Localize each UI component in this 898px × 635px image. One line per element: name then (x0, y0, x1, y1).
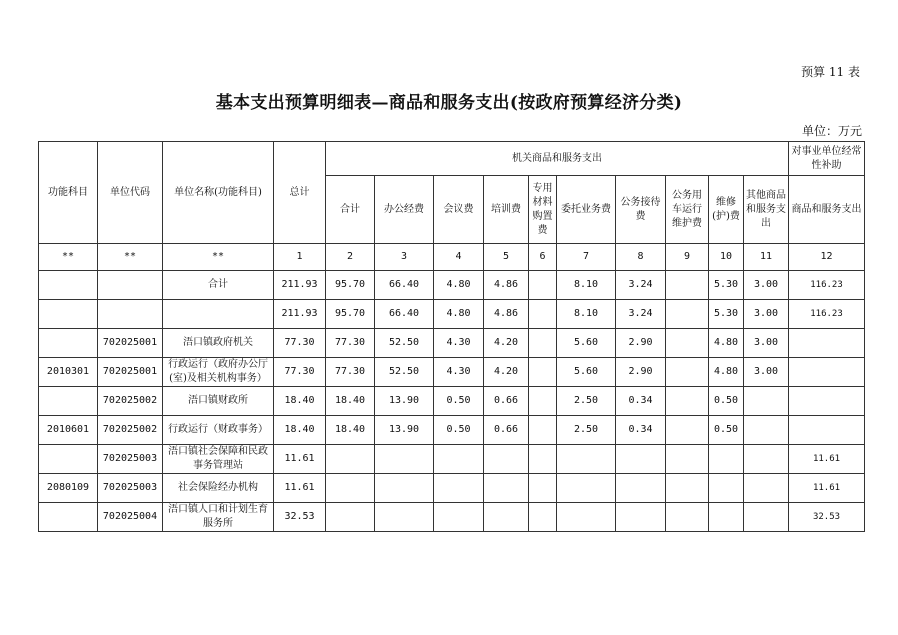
value-cell (326, 503, 375, 532)
page-title: 基本支出预算明细表—商品和服务支出(按政府预算经济分类) (215, 93, 683, 113)
header-col: 委托业务费 (557, 176, 616, 244)
value-cell: 2.90 (616, 329, 666, 358)
value-cell: 18.40 (274, 416, 326, 445)
index-cell: ** (39, 244, 98, 271)
value-cell: 211.93 (274, 271, 326, 300)
header-col: 合计 (326, 176, 375, 244)
value-cell: 11.61 (789, 474, 865, 503)
index-cell: 6 (529, 244, 557, 271)
value-cell: 0.34 (616, 416, 666, 445)
value-cell: 11.61 (789, 445, 865, 474)
value-cell (484, 445, 529, 474)
value-cell: 116.23 (789, 271, 865, 300)
value-cell (484, 474, 529, 503)
unit-name-cell: 浯口镇社会保障和民政事务管理站 (163, 445, 274, 474)
value-cell (434, 503, 484, 532)
value-cell (789, 416, 865, 445)
budget-table (38, 141, 865, 532)
value-cell (709, 474, 744, 503)
func-code-cell (39, 271, 98, 300)
index-cell: 5 (484, 244, 529, 271)
value-cell: 13.90 (375, 416, 434, 445)
value-cell (529, 271, 557, 300)
value-cell: 5.30 (709, 271, 744, 300)
value-cell (666, 503, 709, 532)
index-cell: 9 (666, 244, 709, 271)
value-cell: 4.80 (709, 358, 744, 387)
value-cell: 0.50 (434, 416, 484, 445)
header-unit-code: 单位代码 (98, 142, 163, 244)
value-cell (529, 474, 557, 503)
value-cell: 3.00 (744, 271, 789, 300)
func-code-cell: 2010601 (39, 416, 98, 445)
value-cell: 18.40 (326, 387, 375, 416)
value-cell: 211.93 (274, 300, 326, 329)
value-cell: 52.50 (375, 358, 434, 387)
func-code-cell (39, 503, 98, 532)
value-cell (744, 416, 789, 445)
index-cell: 8 (616, 244, 666, 271)
value-cell: 32.53 (274, 503, 326, 532)
value-cell: 32.53 (789, 503, 865, 532)
table-row (39, 271, 865, 300)
value-cell: 0.66 (484, 387, 529, 416)
unit-name-cell (163, 300, 274, 329)
value-cell: 77.30 (326, 329, 375, 358)
unit-code-cell: 702025003 (98, 445, 163, 474)
value-cell (666, 387, 709, 416)
unit-code-cell: 702025001 (98, 358, 163, 387)
unit-label: 单位：万元 (801, 124, 862, 138)
header-col: 公务用车运行维护费 (666, 176, 709, 244)
value-cell (326, 445, 375, 474)
table-row (39, 445, 865, 474)
header-subsidy-col: 商品和服务支出 (789, 176, 865, 244)
header-col: 其他商品和服务支出 (744, 176, 789, 244)
value-cell (744, 387, 789, 416)
value-cell (709, 503, 744, 532)
index-cell: ** (98, 244, 163, 271)
header-func-code: 功能科目 (39, 142, 98, 244)
value-cell (375, 503, 434, 532)
value-cell (529, 329, 557, 358)
value-cell (789, 358, 865, 387)
value-cell (616, 503, 666, 532)
value-cell: 3.24 (616, 271, 666, 300)
value-cell (434, 474, 484, 503)
func-code-cell (39, 329, 98, 358)
value-cell (529, 300, 557, 329)
value-cell: 3.00 (744, 300, 789, 329)
value-cell: 18.40 (326, 416, 375, 445)
value-cell (744, 445, 789, 474)
index-cell: 10 (709, 244, 744, 271)
unit-name-cell: 合计 (163, 271, 274, 300)
value-cell (666, 474, 709, 503)
header-col: 会议费 (434, 176, 484, 244)
value-cell (666, 329, 709, 358)
value-cell: 0.66 (484, 416, 529, 445)
value-cell (375, 474, 434, 503)
value-cell: 13.90 (375, 387, 434, 416)
value-cell: 4.20 (484, 358, 529, 387)
value-cell (616, 474, 666, 503)
value-cell (529, 387, 557, 416)
unit-name-cell: 浯口镇人口和计划生育服务所 (163, 503, 274, 532)
value-cell (666, 300, 709, 329)
value-cell (375, 445, 434, 474)
unit-code-cell (98, 271, 163, 300)
value-cell (529, 503, 557, 532)
index-cell: ** (163, 244, 274, 271)
value-cell (666, 445, 709, 474)
value-cell (434, 445, 484, 474)
value-cell: 77.30 (326, 358, 375, 387)
value-cell (529, 445, 557, 474)
value-cell: 2.50 (557, 387, 616, 416)
value-cell: 4.20 (484, 329, 529, 358)
func-code-cell: 2010301 (39, 358, 98, 387)
value-cell (557, 474, 616, 503)
func-code-cell (39, 445, 98, 474)
value-cell (557, 445, 616, 474)
value-cell (744, 503, 789, 532)
value-cell: 0.50 (434, 387, 484, 416)
index-cell: 4 (434, 244, 484, 271)
func-code-cell (39, 300, 98, 329)
unit-code-cell: 702025002 (98, 387, 163, 416)
unit-code-cell: 702025001 (98, 329, 163, 358)
func-code-cell (39, 387, 98, 416)
value-cell: 11.61 (274, 445, 326, 474)
value-cell: 66.40 (375, 271, 434, 300)
value-cell: 0.50 (709, 387, 744, 416)
value-cell: 4.80 (709, 329, 744, 358)
value-cell (789, 329, 865, 358)
index-cell: 2 (326, 244, 375, 271)
func-code-cell: 2080109 (39, 474, 98, 503)
value-cell: 4.80 (434, 300, 484, 329)
unit-name-cell: 社会保险经办机构 (163, 474, 274, 503)
header-col: 办公经费 (375, 176, 434, 244)
unit-name-cell: 浯口镇财政所 (163, 387, 274, 416)
index-cell: 11 (744, 244, 789, 271)
value-cell: 116.23 (789, 300, 865, 329)
value-cell (666, 271, 709, 300)
value-cell: 4.80 (434, 271, 484, 300)
value-cell (789, 387, 865, 416)
value-cell: 66.40 (375, 300, 434, 329)
index-cell: 3 (375, 244, 434, 271)
value-cell: 4.30 (434, 358, 484, 387)
value-cell: 52.50 (375, 329, 434, 358)
form-number: 预算 11 表 (801, 65, 860, 79)
table-row (39, 329, 865, 358)
value-cell: 95.70 (326, 271, 375, 300)
unit-code-cell: 702025002 (98, 416, 163, 445)
table-row (39, 300, 865, 329)
unit-code-cell (98, 300, 163, 329)
value-cell: 2.50 (557, 416, 616, 445)
value-cell: 77.30 (274, 329, 326, 358)
header-col: 公务接待费 (616, 176, 666, 244)
value-cell: 5.30 (709, 300, 744, 329)
value-cell: 77.30 (274, 358, 326, 387)
value-cell: 95.70 (326, 300, 375, 329)
index-row (39, 244, 865, 271)
value-cell (709, 445, 744, 474)
unit-name-cell: 浯口镇政府机关 (163, 329, 274, 358)
value-cell (326, 474, 375, 503)
unit-code-cell: 702025004 (98, 503, 163, 532)
value-cell: 2.90 (616, 358, 666, 387)
header-total: 总计 (274, 142, 326, 244)
header-col: 专用材料购置费 (529, 176, 557, 244)
value-cell: 11.61 (274, 474, 326, 503)
index-cell: 7 (557, 244, 616, 271)
table-row (39, 503, 865, 532)
value-cell (666, 358, 709, 387)
value-cell: 4.86 (484, 271, 529, 300)
value-cell: 0.34 (616, 387, 666, 416)
unit-name-cell: 行政运行（政府办公厅(室)及相关机构事务） (163, 358, 274, 387)
value-cell: 4.30 (434, 329, 484, 358)
value-cell: 3.00 (744, 358, 789, 387)
index-cell: 12 (789, 244, 865, 271)
value-cell: 3.24 (616, 300, 666, 329)
value-cell: 0.50 (709, 416, 744, 445)
value-cell: 8.10 (557, 271, 616, 300)
value-cell (484, 503, 529, 532)
index-cell: 1 (274, 244, 326, 271)
value-cell: 5.60 (557, 358, 616, 387)
value-cell (616, 445, 666, 474)
header-unit-name: 单位名称(功能科目) (163, 142, 274, 244)
value-cell (666, 416, 709, 445)
value-cell: 18.40 (274, 387, 326, 416)
header-col: 维修(护)费 (709, 176, 744, 244)
value-cell (529, 416, 557, 445)
value-cell (744, 474, 789, 503)
value-cell (529, 358, 557, 387)
table-row (39, 358, 865, 387)
value-cell: 8.10 (557, 300, 616, 329)
table-row (39, 416, 865, 445)
unit-code-cell: 702025003 (98, 474, 163, 503)
value-cell: 3.00 (744, 329, 789, 358)
value-cell: 5.60 (557, 329, 616, 358)
header-col: 培训费 (484, 176, 529, 244)
table-row (39, 474, 865, 503)
unit-name-cell: 行政运行（财政事务） (163, 416, 274, 445)
value-cell (557, 503, 616, 532)
value-cell: 4.86 (484, 300, 529, 329)
header-group-org: 机关商品和服务支出 (326, 142, 789, 176)
table-row (39, 387, 865, 416)
header-group-subsidy: 对事业单位经常性补助 (789, 142, 865, 176)
